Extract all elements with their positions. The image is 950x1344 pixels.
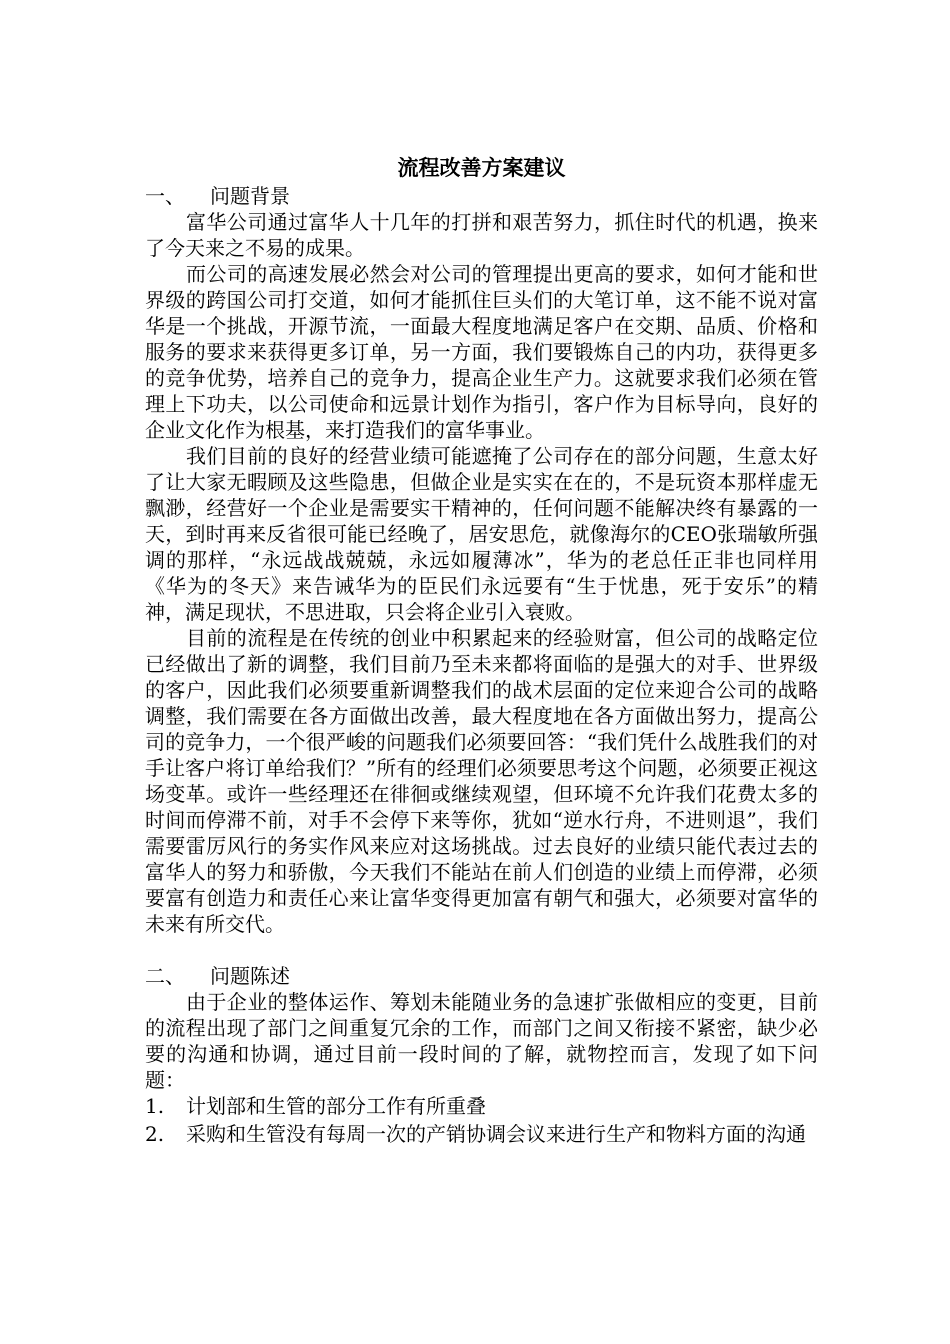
paragraph: 由于企业的整体运作、筹划未能随业务的急速扩张做相应的变更，目前的流程出现了部门之间重复冗余的工作，而部门之间又衔接不紧密，缺少必要的沟通和协调，通过目前一段时间的了解，就物控而言，发现了如下问题： <box>145 990 818 1092</box>
paragraph: 而公司的高速发展必然会对公司的管理提出更高的要求，如何才能和世界级的跨国公司打交道，如何才能抓住巨头们的大笔订单，这不能不说对富华是一个挑战，开源节流，一面最大程度地满足客户在交期、品质、价格和服务的要求来获得更多订单，另一方面，我们要锻炼自己的内功，获得更多的竞争优势，培养自己的竞争力，提高企业生产力。这就要求我们必须在管理上下功夫，以公司使命和远景计划作为指引，客户作为目标导向，良好的企业文化作为根基，来打造我们的富华事业。 <box>145 262 818 442</box>
list-item <box>145 1093 818 1119</box>
list-marker: 2. <box>145 1122 165 1146</box>
section-title: 问题陈述 <box>210 964 290 988</box>
paragraph: 目前的流程是在传统的创业中积累起来的经验财富，但公司的战略定位已经做出了新的调整，我们目前乃至未来都将面临的是强大的对手、世界级的客户，因此我们必须要重新调整我们的战术层面的定位来迎合公司的战略调整，我们需要在各方面做出改善，最大程度地在各方面做出努力，提高公司的竞争力，一个很严峻的问题我们必须要回答：“我们凭什么战胜我们的对手让客户将订单给我们？”所有的经理们必须要思考这个问题，必须要正视这场变革。或许一些经理还在徘徊或继续观望，但环境不允许我们花费太多的时间而停滞不前，对手不会停下来等你，犹如“逆水行舟，不进则退”，我们需要雷厉风行的务实作风来应对这场挑战。过去良好的业绩只能代表过去的富华人的努力和骄傲，今天我们不能站在前人们创造的业绩上而停滞，必须要富有创造力和责任心来让富华变得更加富有朝气和强大，必须要对富华的未来有所交代。 <box>145 626 818 936</box>
section-number: 二、 <box>145 964 185 988</box>
list-item <box>145 1121 818 1147</box>
list-marker: 1. <box>145 1094 165 1118</box>
paragraph: 我们目前的良好的经营业绩可能遮掩了公司存在的部分问题，生意太好了让大家无暇顾及这些隐患，但做企业是实实在在的，不是玩资本那样虚无飘渺，经营好一个企业是需要实干精神的，任何问题不能解决终有暴露的一天，到时再来反省很可能已经晚了，居安思危，就像海尔的CEO张瑞敏所强调的那样，“永远战战兢兢，永远如履薄冰”，华为的老总任正非也同样用《华为的冬天》来告诫华为的臣民们永远要有“生于忧患，死于安乐”的精神，满足现状，不思进取，只会将企业引入衰败。 <box>145 444 818 624</box>
section-heading-background <box>145 183 818 209</box>
document-title: 流程改善方案建议 <box>397 155 566 180</box>
paragraph: 富华公司通过富华人十几年的打拼和艰苦努力，抓住时代的机遇，换来了今天来之不易的成果。 <box>145 210 818 260</box>
list-item-text: 采购和生管没有每周一次的产销协调会议来进行生产和物料方面的沟通 <box>186 1122 806 1146</box>
section-title: 问题背景 <box>210 184 290 208</box>
blank-line <box>145 937 818 963</box>
list-item-text: 计划部和生管的部分工作有所重叠 <box>186 1094 486 1118</box>
section-heading-statement <box>145 963 818 989</box>
section-number: 一、 <box>145 184 185 208</box>
